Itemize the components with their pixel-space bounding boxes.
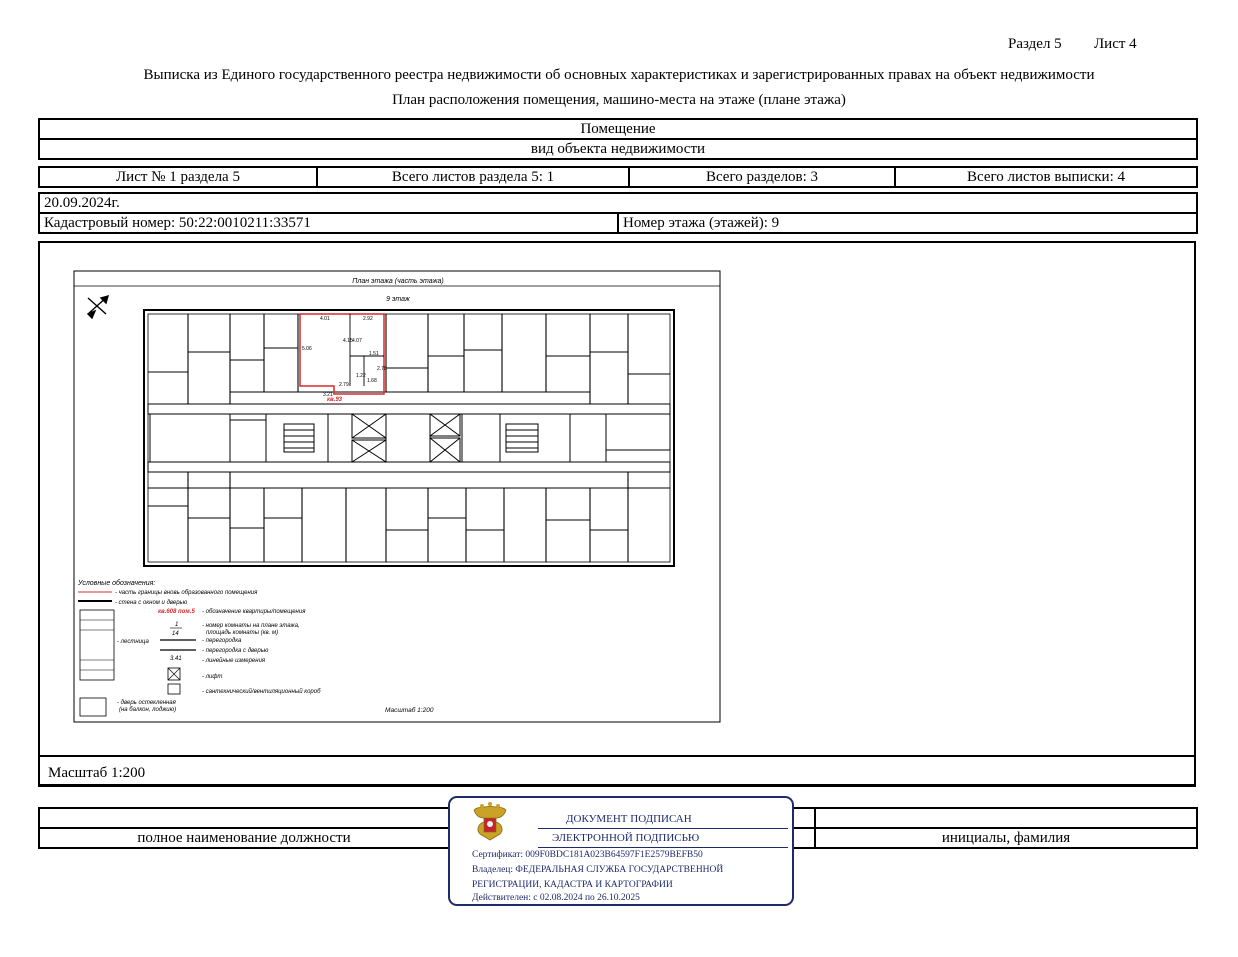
position-line bbox=[39, 808, 449, 828]
dim-label: 1.22 bbox=[356, 373, 366, 379]
legend-item: - перегородка с дверью bbox=[202, 648, 269, 654]
stamp-owner-2: РЕГИСТРАЦИИ, КАДАСТРА И КАРТОГРАФИИ bbox=[472, 880, 673, 890]
legend-room-bottom: 14 bbox=[172, 631, 179, 637]
e-signature-stamp bbox=[448, 796, 794, 906]
total-section-sheets: Всего листов раздела 5: 1 bbox=[317, 167, 629, 187]
dim-label: 4.07 bbox=[352, 338, 362, 344]
stamp-validity: Действителен: с 02.08.2024 по 26.10.2025 bbox=[472, 893, 640, 903]
legend-item: - лифт bbox=[202, 674, 223, 680]
compass-icon bbox=[88, 296, 108, 318]
legend-heading: Условные обозначения: bbox=[78, 580, 156, 587]
dim-label: 2.79 bbox=[339, 382, 349, 388]
legend-item: - перегородка bbox=[202, 638, 242, 644]
legend-item: - дверь остекленная bbox=[117, 700, 176, 706]
object-type-value: Помещение bbox=[39, 119, 1197, 139]
position-label: полное наименование должности bbox=[39, 828, 449, 848]
sheet-of-section: Лист № 1 раздела 5 bbox=[39, 167, 317, 187]
plan-scale-caption: Масштаб 1:200 bbox=[385, 707, 434, 714]
plan-title: План этажа (часть этажа) bbox=[352, 278, 444, 285]
apartment-label: кв.93 bbox=[327, 397, 343, 403]
name-line bbox=[815, 808, 1197, 828]
legend-item: - лестница bbox=[117, 639, 149, 645]
dim-label: 1.51 bbox=[369, 351, 379, 357]
stamp-line1: ДОКУМЕНТ ПОДПИСАН bbox=[566, 813, 692, 825]
extract-date: 20.09.2024г. bbox=[39, 193, 1197, 213]
stamp-owner-1: Владелец: ФЕДЕРАЛЬНАЯ СЛУЖБА ГОСУДАРСТВЕННОЙ bbox=[472, 865, 724, 875]
total-sheets: Всего листов выписки: 4 bbox=[895, 167, 1197, 187]
cadastral-number: Кадастровый номер: 50:22:0010211:33571 bbox=[39, 213, 618, 233]
dim-label: 3.21 bbox=[323, 392, 333, 398]
state-emblem-icon bbox=[470, 802, 510, 844]
dim-label: 5.06 bbox=[302, 346, 312, 352]
name-label: инициалы, фамилия bbox=[815, 828, 1197, 848]
floor-number: Номер этажа (этажей): 9 bbox=[618, 213, 1197, 233]
dim-label: 2.78 bbox=[377, 366, 387, 372]
legend-room-top: 1 bbox=[175, 622, 179, 628]
dim-label: 4.01 bbox=[320, 316, 330, 322]
scale-label: Масштаб 1:200 bbox=[48, 765, 146, 781]
total-sections: Всего разделов: 3 bbox=[629, 167, 895, 187]
dim-label: 1.68 bbox=[367, 378, 377, 384]
dim-label: 2.92 bbox=[363, 316, 373, 322]
sheet-number: Лист 4 bbox=[1094, 36, 1137, 52]
legend-item: - стена с окном и дверью bbox=[115, 600, 188, 606]
legend-item: (на балкон, лоджию) bbox=[119, 707, 177, 713]
legend-item: площадь комнаты (кв. м) bbox=[206, 630, 279, 636]
section-number: Раздел 5 bbox=[1008, 36, 1062, 52]
document-subtitle: План расположения помещения, машино-места на этаже (плане этажа) bbox=[392, 92, 846, 108]
dim-label: 4.15 bbox=[343, 338, 353, 344]
legend-item: - сантехнический/вентиляционный короб bbox=[202, 689, 321, 695]
legend-item: - обозначение квартиры/помещения bbox=[202, 609, 306, 615]
legend-item: - линейные измерения bbox=[202, 658, 266, 664]
stamp-certificate: Сертификат: 009F0BDC181A023B64597F1E2579BEFB50 bbox=[472, 850, 703, 860]
legend-item: - номер комнаты на плане этажа, bbox=[202, 623, 300, 629]
stamp-line2: ЭЛЕКТРОННОЙ ПОДПИСЬЮ bbox=[552, 832, 700, 844]
plan-floor-label: 9 этаж bbox=[386, 296, 410, 303]
legend-sample-dim: 3.41 bbox=[170, 656, 182, 662]
document-title: Выписка из Единого государственного реестра недвижимости об основных характеристиках и зарегистрированных правах на объект недвижимости bbox=[143, 67, 1095, 83]
scale-row bbox=[38, 755, 1196, 787]
legend-item: - часть границы вновь образованного помещения bbox=[115, 590, 258, 596]
legend-sample-apt: кв.608 пом.5 bbox=[158, 609, 195, 615]
object-type-label: вид объекта недвижимости bbox=[39, 139, 1197, 159]
